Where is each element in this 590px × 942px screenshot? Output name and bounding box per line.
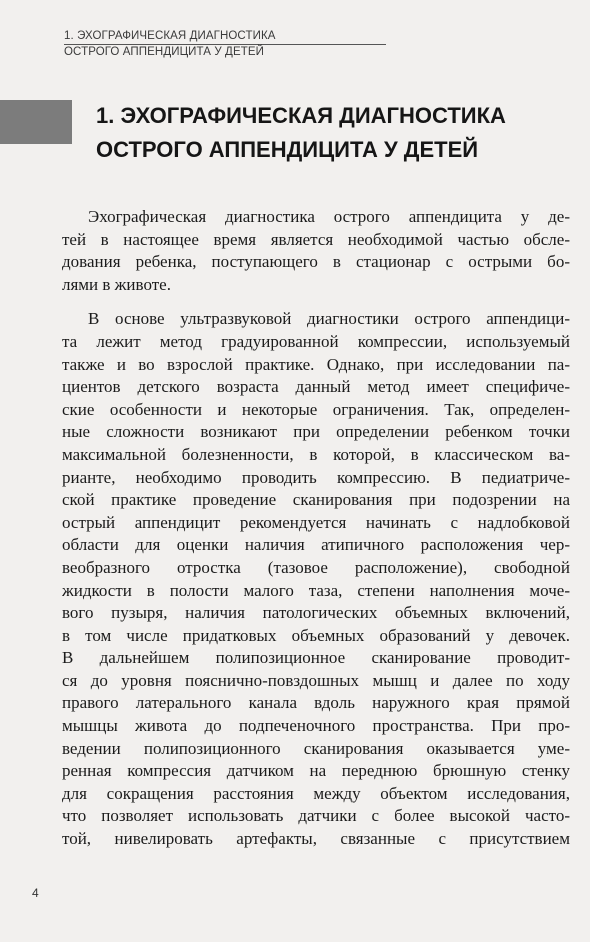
text-line: рианте, необходимо проводить компрессию. В педиатриче-: [62, 467, 570, 487]
text-line: дования ребенка, поступающего в стационар с острыми бо-: [62, 252, 570, 272]
running-head: [64, 30, 386, 59]
text-line: максимальной болезненности, в которой, в классическом ва-: [62, 444, 570, 464]
text-line: ренная компрессия датчиком на переднюю брюшную стенку: [62, 761, 570, 781]
text-line: в том числе придатковых объемных образований у девочек.: [62, 625, 570, 645]
text-line: В основе ультразвуковой диагностики острого аппендици-: [88, 309, 570, 329]
text-line: правого латерального канала вдоль наружного края прямой: [62, 693, 570, 713]
running-head-line2: ОСТРОГО АППЕНДИЦИТА У ДЕТЕЙ: [64, 46, 264, 58]
text-line: Эхографическая диагностика острого аппендицита у де-: [88, 207, 570, 226]
text-line: что позволяет использовать датчики с более высокой часто-: [62, 806, 570, 826]
running-head-line1: 1. ЭХОГРАФИЧЕСКАЯ ДИАГНОСТИКА: [64, 30, 276, 42]
chapter-marker-band: [0, 100, 72, 144]
page-number: 4: [32, 886, 39, 900]
text-line: вого пузыря, наличия патологических объемных включений,: [62, 603, 570, 623]
text-line: также и во взрослой практике. Однако, при исследовании па-: [62, 354, 570, 374]
text-line: жидкости в полости малого таза, степени наполнения моче-: [62, 580, 570, 600]
text-line: ся до уровня пояснично-повздошных мышц и далее по ходу: [62, 670, 570, 690]
chapter-title-line1: 1. ЭХОГРАФИЧЕСКАЯ ДИАГНОСТИКА: [96, 103, 506, 128]
text-line: области для оценки наличия атипичного расположения чер-: [62, 535, 570, 555]
text-line: ские особенности и некоторые ограничения. Так, определен-: [62, 399, 570, 419]
text-line: В дальнейшем полипозиционное сканирование проводит-: [62, 648, 570, 668]
text-line: тей в настоящее время является необходимой частью обсле-: [62, 229, 570, 249]
text-line: веобразного отростка (тазовое расположение), свободной: [62, 557, 570, 577]
chapter-title: [96, 99, 566, 167]
text-line: для сокращения расстояния между объектом исследования,: [62, 783, 570, 803]
text-line: лями в животе.: [62, 274, 171, 294]
text-line: той, нивелировать артефакты, связанные с присутствием: [62, 829, 570, 849]
paragraph-2: [62, 308, 570, 850]
chapter-title-line2: ОСТРОГО АППЕНДИЦИТА У ДЕТЕЙ: [96, 137, 479, 162]
text-line: ные сложности возникают при определении ребенком точки: [62, 422, 570, 442]
body-text: [62, 206, 570, 851]
text-line: мышцы живота до подпеченочного пространства. При про-: [62, 716, 570, 736]
text-line: ской практике проведение сканирования при подозрении на: [62, 490, 570, 510]
text-line: та лежит метод градуированной компрессии, используемый: [62, 331, 570, 351]
text-line: ведении полипозиционного сканирования оказывается уме-: [62, 738, 570, 758]
running-head-rule: [64, 44, 386, 45]
text-line: циентов детского возраста данный метод имеет специфиче-: [62, 377, 570, 397]
text-line: острый аппендицит рекомендуется начинать с надлобковой: [62, 512, 570, 532]
paragraph-1: [62, 206, 570, 296]
